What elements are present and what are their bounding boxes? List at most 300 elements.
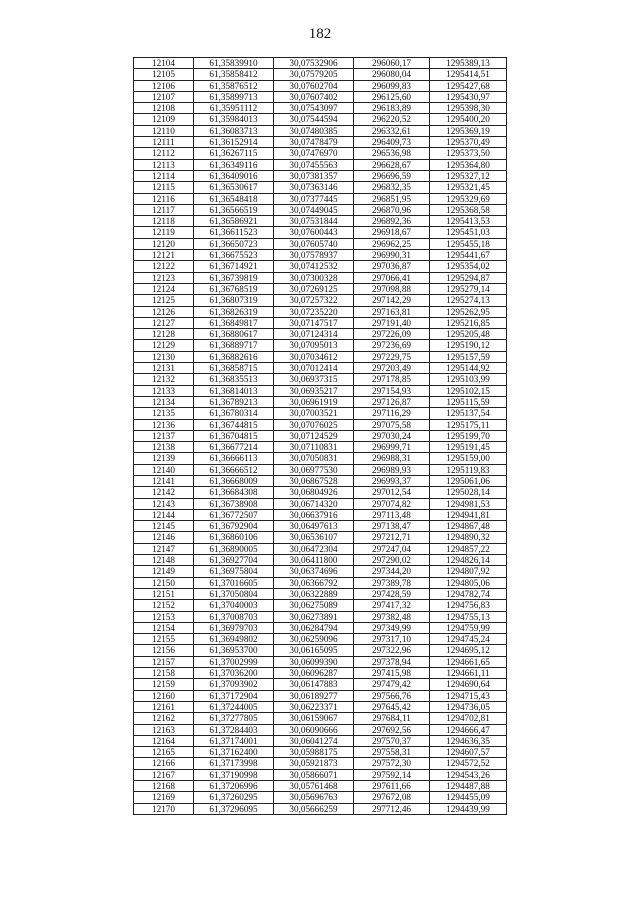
cell-x-coordinate: 297570,37 [354,735,430,746]
cell-latitude: 61,36744815 [194,419,274,430]
cell-y-coordinate: 1294759,99 [430,622,507,633]
cell-point-number: 12159 [134,679,194,690]
cell-point-number: 12157 [134,656,194,667]
cell-y-coordinate: 1295370,49 [430,137,507,148]
cell-x-coordinate: 297126,87 [354,396,430,407]
cell-x-coordinate: 297378,94 [354,656,430,667]
cell-x-coordinate: 297428,59 [354,588,430,599]
cell-x-coordinate: 297138,47 [354,521,430,532]
cell-y-coordinate: 1295400,20 [430,114,507,125]
cell-y-coordinate: 1294702,81 [430,713,507,724]
cell-y-coordinate: 1294661,11 [430,668,507,679]
table-row [134,227,507,238]
cell-x-coordinate: 296409,73 [354,137,430,148]
cell-y-coordinate: 1294543,26 [430,769,507,780]
table-row [134,283,507,294]
cell-point-number: 12153 [134,611,194,622]
cell-y-coordinate: 1295199,70 [430,430,507,441]
cell-y-coordinate: 1295354,02 [430,261,507,272]
cell-latitude: 61,36826319 [194,306,274,317]
table-row [134,351,507,362]
cell-x-coordinate: 297236,69 [354,340,430,351]
cell-longitude: 30,06937315 [274,374,354,385]
cell-latitude: 61,36666113 [194,453,274,464]
cell-x-coordinate: 297036,87 [354,261,430,272]
cell-point-number: 12164 [134,735,194,746]
cell-latitude: 61,36889717 [194,340,274,351]
cell-longitude: 30,06804926 [274,487,354,498]
cell-y-coordinate: 1294736,05 [430,701,507,712]
cell-y-coordinate: 1295455,18 [430,238,507,249]
cell-longitude: 30,06536107 [274,532,354,543]
cell-x-coordinate: 297074,82 [354,498,430,509]
cell-x-coordinate: 296183,89 [354,103,430,114]
cell-x-coordinate: 296628,67 [354,159,430,170]
cell-x-coordinate: 297116,29 [354,408,430,419]
table-row [134,385,507,396]
cell-x-coordinate: 297066,41 [354,272,430,283]
cell-longitude: 30,07579205 [274,69,354,80]
table-row [134,250,507,261]
cell-latitude: 61,36675523 [194,250,274,261]
cell-latitude: 61,36858715 [194,363,274,374]
cell-x-coordinate: 297203,49 [354,363,430,374]
table-row [134,408,507,419]
cell-longitude: 30,06472304 [274,543,354,554]
cell-longitude: 30,05988175 [274,747,354,758]
cell-longitude: 30,06096287 [274,668,354,679]
cell-x-coordinate: 297142,29 [354,295,430,306]
cell-latitude: 61,37016605 [194,577,274,588]
cell-point-number: 12132 [134,374,194,385]
cell-y-coordinate: 1295159,00 [430,453,507,464]
cell-x-coordinate: 297558,31 [354,747,430,758]
table-row [134,645,507,656]
cell-point-number: 12128 [134,329,194,340]
cell-point-number: 12124 [134,283,194,294]
cell-longitude: 30,07543097 [274,103,354,114]
cell-y-coordinate: 1294867,48 [430,521,507,532]
cell-x-coordinate: 297566,76 [354,690,430,701]
cell-longitude: 30,07602704 [274,80,354,91]
cell-longitude: 30,07147517 [274,317,354,328]
cell-longitude: 30,07300328 [274,272,354,283]
cell-point-number: 12138 [134,442,194,453]
table-row [134,272,507,283]
cell-y-coordinate: 1295205,48 [430,329,507,340]
cell-latitude: 61,35858412 [194,69,274,80]
cell-latitude: 61,36566519 [194,204,274,215]
table-row [134,453,507,464]
cell-point-number: 12144 [134,509,194,520]
cell-y-coordinate: 1294607,57 [430,747,507,758]
cell-y-coordinate: 1294745,24 [430,634,507,645]
cell-y-coordinate: 1294695,12 [430,645,507,656]
cell-x-coordinate: 297322,96 [354,645,430,656]
cell-y-coordinate: 1294636,35 [430,735,507,746]
cell-y-coordinate: 1295329,69 [430,193,507,204]
cell-point-number: 12151 [134,588,194,599]
table-row [134,487,507,498]
table-row [134,735,507,746]
cell-longitude: 30,06366792 [274,577,354,588]
cell-longitude: 30,06714320 [274,498,354,509]
page-number: 182 [308,26,332,42]
table-row [134,58,507,69]
cell-latitude: 61,36349116 [194,159,274,170]
cell-x-coordinate: 297382,48 [354,611,430,622]
cell-point-number: 12160 [134,690,194,701]
cell-longitude: 30,06090666 [274,724,354,735]
cell-longitude: 30,07381357 [274,170,354,181]
cell-point-number: 12158 [134,668,194,679]
cell-x-coordinate: 297611,66 [354,781,430,792]
cell-point-number: 12107 [134,91,194,102]
cell-point-number: 12110 [134,125,194,136]
cell-x-coordinate: 297154,93 [354,385,430,396]
cell-y-coordinate: 1294782,74 [430,588,507,599]
cell-longitude: 30,06935217 [274,385,354,396]
cell-y-coordinate: 1295061,06 [430,475,507,486]
cell-point-number: 12140 [134,464,194,475]
cell-latitude: 61,37260295 [194,792,274,803]
cell-longitude: 30,07476970 [274,148,354,159]
cell-longitude: 30,07050831 [274,453,354,464]
cell-latitude: 61,36975804 [194,566,274,577]
cell-longitude: 30,07412532 [274,261,354,272]
cell-latitude: 61,36849817 [194,317,274,328]
cell-point-number: 12106 [134,80,194,91]
cell-latitude: 61,36890005 [194,543,274,554]
table-row [134,668,507,679]
cell-latitude: 61,36677214 [194,442,274,453]
table-row [134,803,507,814]
cell-x-coordinate: 297226,09 [354,329,430,340]
cell-latitude: 61,37190998 [194,769,274,780]
cell-y-coordinate: 1295262,95 [430,306,507,317]
cell-y-coordinate: 1294981,53 [430,498,507,509]
cell-point-number: 12121 [134,250,194,261]
cell-longitude: 30,06284794 [274,622,354,633]
table-row [134,747,507,758]
cell-y-coordinate: 1295451,03 [430,227,507,238]
cell-point-number: 12126 [134,306,194,317]
cell-y-coordinate: 1295115,59 [430,396,507,407]
table-row [134,125,507,136]
cell-y-coordinate: 1295389,13 [430,58,507,69]
table-row [134,509,507,520]
cell-latitude: 61,37162400 [194,747,274,758]
cell-longitude: 30,07449045 [274,204,354,215]
cell-x-coordinate: 296918,67 [354,227,430,238]
cell-y-coordinate: 1295441,67 [430,250,507,261]
cell-y-coordinate: 1295157,59 [430,351,507,362]
cell-latitude: 61,36739819 [194,272,274,283]
cell-x-coordinate: 297572,30 [354,758,430,769]
table-row [134,634,507,645]
cell-point-number: 12127 [134,317,194,328]
cell-latitude: 61,36949802 [194,634,274,645]
cell-longitude: 30,07578937 [274,250,354,261]
cell-longitude: 30,05866071 [274,769,354,780]
table-row [134,419,507,430]
table-row [134,679,507,690]
cell-point-number: 12125 [134,295,194,306]
cell-latitude: 61,35876512 [194,80,274,91]
cell-point-number: 12147 [134,543,194,554]
cell-point-number: 12104 [134,58,194,69]
table-row [134,701,507,712]
cell-x-coordinate: 297317,10 [354,634,430,645]
cell-latitude: 61,37002999 [194,656,274,667]
table-row [134,204,507,215]
table-row [134,600,507,611]
cell-latitude: 61,37244005 [194,701,274,712]
cell-y-coordinate: 1295369,19 [430,125,507,136]
cell-latitude: 61,37277805 [194,713,274,724]
cell-x-coordinate: 297113,48 [354,509,430,520]
cell-x-coordinate: 297212,71 [354,532,430,543]
cell-point-number: 12105 [134,69,194,80]
cell-y-coordinate: 1294941,81 [430,509,507,520]
cell-point-number: 12152 [134,600,194,611]
table-row [134,690,507,701]
cell-point-number: 12170 [134,803,194,814]
cell-point-number: 12111 [134,137,194,148]
cell-point-number: 12165 [134,747,194,758]
cell-longitude: 30,07124314 [274,329,354,340]
cell-point-number: 12167 [134,769,194,780]
cell-x-coordinate: 297415,98 [354,668,430,679]
cell-x-coordinate: 296851,95 [354,193,430,204]
cell-longitude: 30,06497613 [274,521,354,532]
cell-y-coordinate: 1295137,54 [430,408,507,419]
cell-point-number: 12141 [134,475,194,486]
cell-latitude: 61,36927704 [194,555,274,566]
table-row [134,724,507,735]
cell-x-coordinate: 296080,04 [354,69,430,80]
cell-longitude: 30,07076025 [274,419,354,430]
cell-point-number: 12133 [134,385,194,396]
cell-latitude: 61,37174001 [194,735,274,746]
cell-point-number: 12117 [134,204,194,215]
cell-latitude: 61,37008703 [194,611,274,622]
cell-y-coordinate: 1295144,92 [430,363,507,374]
cell-x-coordinate: 297247,04 [354,543,430,554]
cell-point-number: 12162 [134,713,194,724]
cell-x-coordinate: 296536,98 [354,148,430,159]
cell-latitude: 61,37284403 [194,724,274,735]
table-row [134,80,507,91]
cell-latitude: 61,36409016 [194,170,274,181]
cell-longitude: 30,07607402 [274,91,354,102]
cell-longitude: 30,07455563 [274,159,354,170]
cell-y-coordinate: 1295427,68 [430,80,507,91]
cell-point-number: 12139 [134,453,194,464]
cell-latitude: 61,36548418 [194,193,274,204]
cell-y-coordinate: 1294890,32 [430,532,507,543]
table-row [134,555,507,566]
table-row [134,464,507,475]
cell-x-coordinate: 297030,24 [354,430,430,441]
cell-longitude: 30,07269125 [274,283,354,294]
cell-x-coordinate: 296989,93 [354,464,430,475]
table-row [134,137,507,148]
table-row [134,216,507,227]
cell-longitude: 30,07377445 [274,193,354,204]
cell-longitude: 30,07034612 [274,351,354,362]
cell-x-coordinate: 296962,25 [354,238,430,249]
cell-y-coordinate: 1295364,80 [430,159,507,170]
table-row [134,781,507,792]
cell-longitude: 30,05921873 [274,758,354,769]
cell-y-coordinate: 1295368,58 [430,204,507,215]
cell-longitude: 30,07095013 [274,340,354,351]
cell-y-coordinate: 1295294,87 [430,272,507,283]
cell-latitude: 61,36953700 [194,645,274,656]
cell-point-number: 12142 [134,487,194,498]
cell-y-coordinate: 1295102,15 [430,385,507,396]
cell-point-number: 12123 [134,272,194,283]
table-row [134,442,507,453]
cell-y-coordinate: 1295321,45 [430,182,507,193]
cell-x-coordinate: 297098,88 [354,283,430,294]
cell-x-coordinate: 297349,99 [354,622,430,633]
table-row [134,475,507,486]
table-row [134,91,507,102]
cell-point-number: 12154 [134,622,194,633]
cell-point-number: 12113 [134,159,194,170]
cell-longitude: 30,05696763 [274,792,354,803]
cell-y-coordinate: 1295216,85 [430,317,507,328]
table-row [134,758,507,769]
cell-latitude: 61,35951112 [194,103,274,114]
cell-latitude: 61,36611523 [194,227,274,238]
cell-latitude: 61,36882616 [194,351,274,362]
cell-point-number: 12131 [134,363,194,374]
table-row [134,498,507,509]
cell-latitude: 61,36772507 [194,509,274,520]
table-row [134,611,507,622]
cell-latitude: 61,35899713 [194,91,274,102]
cell-y-coordinate: 1295191,45 [430,442,507,453]
cell-point-number: 12129 [134,340,194,351]
cell-latitude: 61,36835513 [194,374,274,385]
cell-y-coordinate: 1295398,30 [430,103,507,114]
cell-latitude: 61,36792904 [194,521,274,532]
table-row [134,792,507,803]
table-row [134,543,507,554]
cell-longitude: 30,06322889 [274,588,354,599]
cell-latitude: 61,37296095 [194,803,274,814]
cell-x-coordinate: 297229,75 [354,351,430,362]
cell-x-coordinate: 296696,59 [354,170,430,181]
cell-latitude: 61,36083713 [194,125,274,136]
cell-longitude: 30,05666259 [274,803,354,814]
cell-longitude: 30,06867528 [274,475,354,486]
cell-longitude: 30,05761468 [274,781,354,792]
cell-point-number: 12115 [134,182,194,193]
cell-x-coordinate: 296999,71 [354,442,430,453]
table-row [134,656,507,667]
cell-point-number: 12130 [134,351,194,362]
cell-latitude: 61,36738908 [194,498,274,509]
table-row [134,430,507,441]
cell-point-number: 12156 [134,645,194,656]
cell-point-number: 12161 [134,701,194,712]
cell-longitude: 30,06159067 [274,713,354,724]
cell-x-coordinate: 297592,14 [354,769,430,780]
cell-point-number: 12155 [134,634,194,645]
cell-x-coordinate: 296099,83 [354,80,430,91]
cell-point-number: 12163 [134,724,194,735]
cell-latitude: 61,36668009 [194,475,274,486]
cell-x-coordinate: 296988,31 [354,453,430,464]
cell-point-number: 12134 [134,396,194,407]
table-row [134,159,507,170]
table-row [134,769,507,780]
cell-y-coordinate: 1295430,97 [430,91,507,102]
cell-y-coordinate: 1295175,11 [430,419,507,430]
cell-point-number: 12137 [134,430,194,441]
cell-point-number: 12114 [134,170,194,181]
cell-x-coordinate: 296993,37 [354,475,430,486]
cell-longitude: 30,07478479 [274,137,354,148]
coordinates-table [133,57,507,815]
table-row [134,170,507,181]
cell-point-number: 12108 [134,103,194,114]
cell-x-coordinate: 297075,58 [354,419,430,430]
cell-x-coordinate: 297191,40 [354,317,430,328]
cell-latitude: 61,36152914 [194,137,274,148]
cell-latitude: 61,36768519 [194,283,274,294]
cell-point-number: 12135 [134,408,194,419]
cell-y-coordinate: 1295327,12 [430,170,507,181]
cell-y-coordinate: 1294572,52 [430,758,507,769]
cell-longitude: 30,06411800 [274,555,354,566]
cell-longitude: 30,06374696 [274,566,354,577]
cell-y-coordinate: 1295190,12 [430,340,507,351]
cell-latitude: 61,36780314 [194,408,274,419]
cell-longitude: 30,07124529 [274,430,354,441]
cell-longitude: 30,06223371 [274,701,354,712]
cell-latitude: 61,37206996 [194,781,274,792]
cell-y-coordinate: 1295103,99 [430,374,507,385]
table-row [134,374,507,385]
table-row [134,588,507,599]
cell-point-number: 12148 [134,555,194,566]
cell-latitude: 61,36586921 [194,216,274,227]
cell-x-coordinate: 297290,02 [354,555,430,566]
cell-y-coordinate: 1295279,14 [430,283,507,294]
cell-longitude: 30,06189277 [274,690,354,701]
cell-x-coordinate: 296892,36 [354,216,430,227]
cell-x-coordinate: 296990,31 [354,250,430,261]
cell-y-coordinate: 1294715,43 [430,690,507,701]
cell-x-coordinate: 297712,46 [354,803,430,814]
cell-y-coordinate: 1294690,64 [430,679,507,690]
cell-x-coordinate: 296125,60 [354,91,430,102]
cell-point-number: 12122 [134,261,194,272]
cell-x-coordinate: 296060,17 [354,58,430,69]
cell-y-coordinate: 1294455,09 [430,792,507,803]
table-row [134,193,507,204]
cell-x-coordinate: 297672,08 [354,792,430,803]
cell-y-coordinate: 1295119,83 [430,464,507,475]
cell-latitude: 61,36267115 [194,148,274,159]
cell-point-number: 12145 [134,521,194,532]
table-row [134,329,507,340]
